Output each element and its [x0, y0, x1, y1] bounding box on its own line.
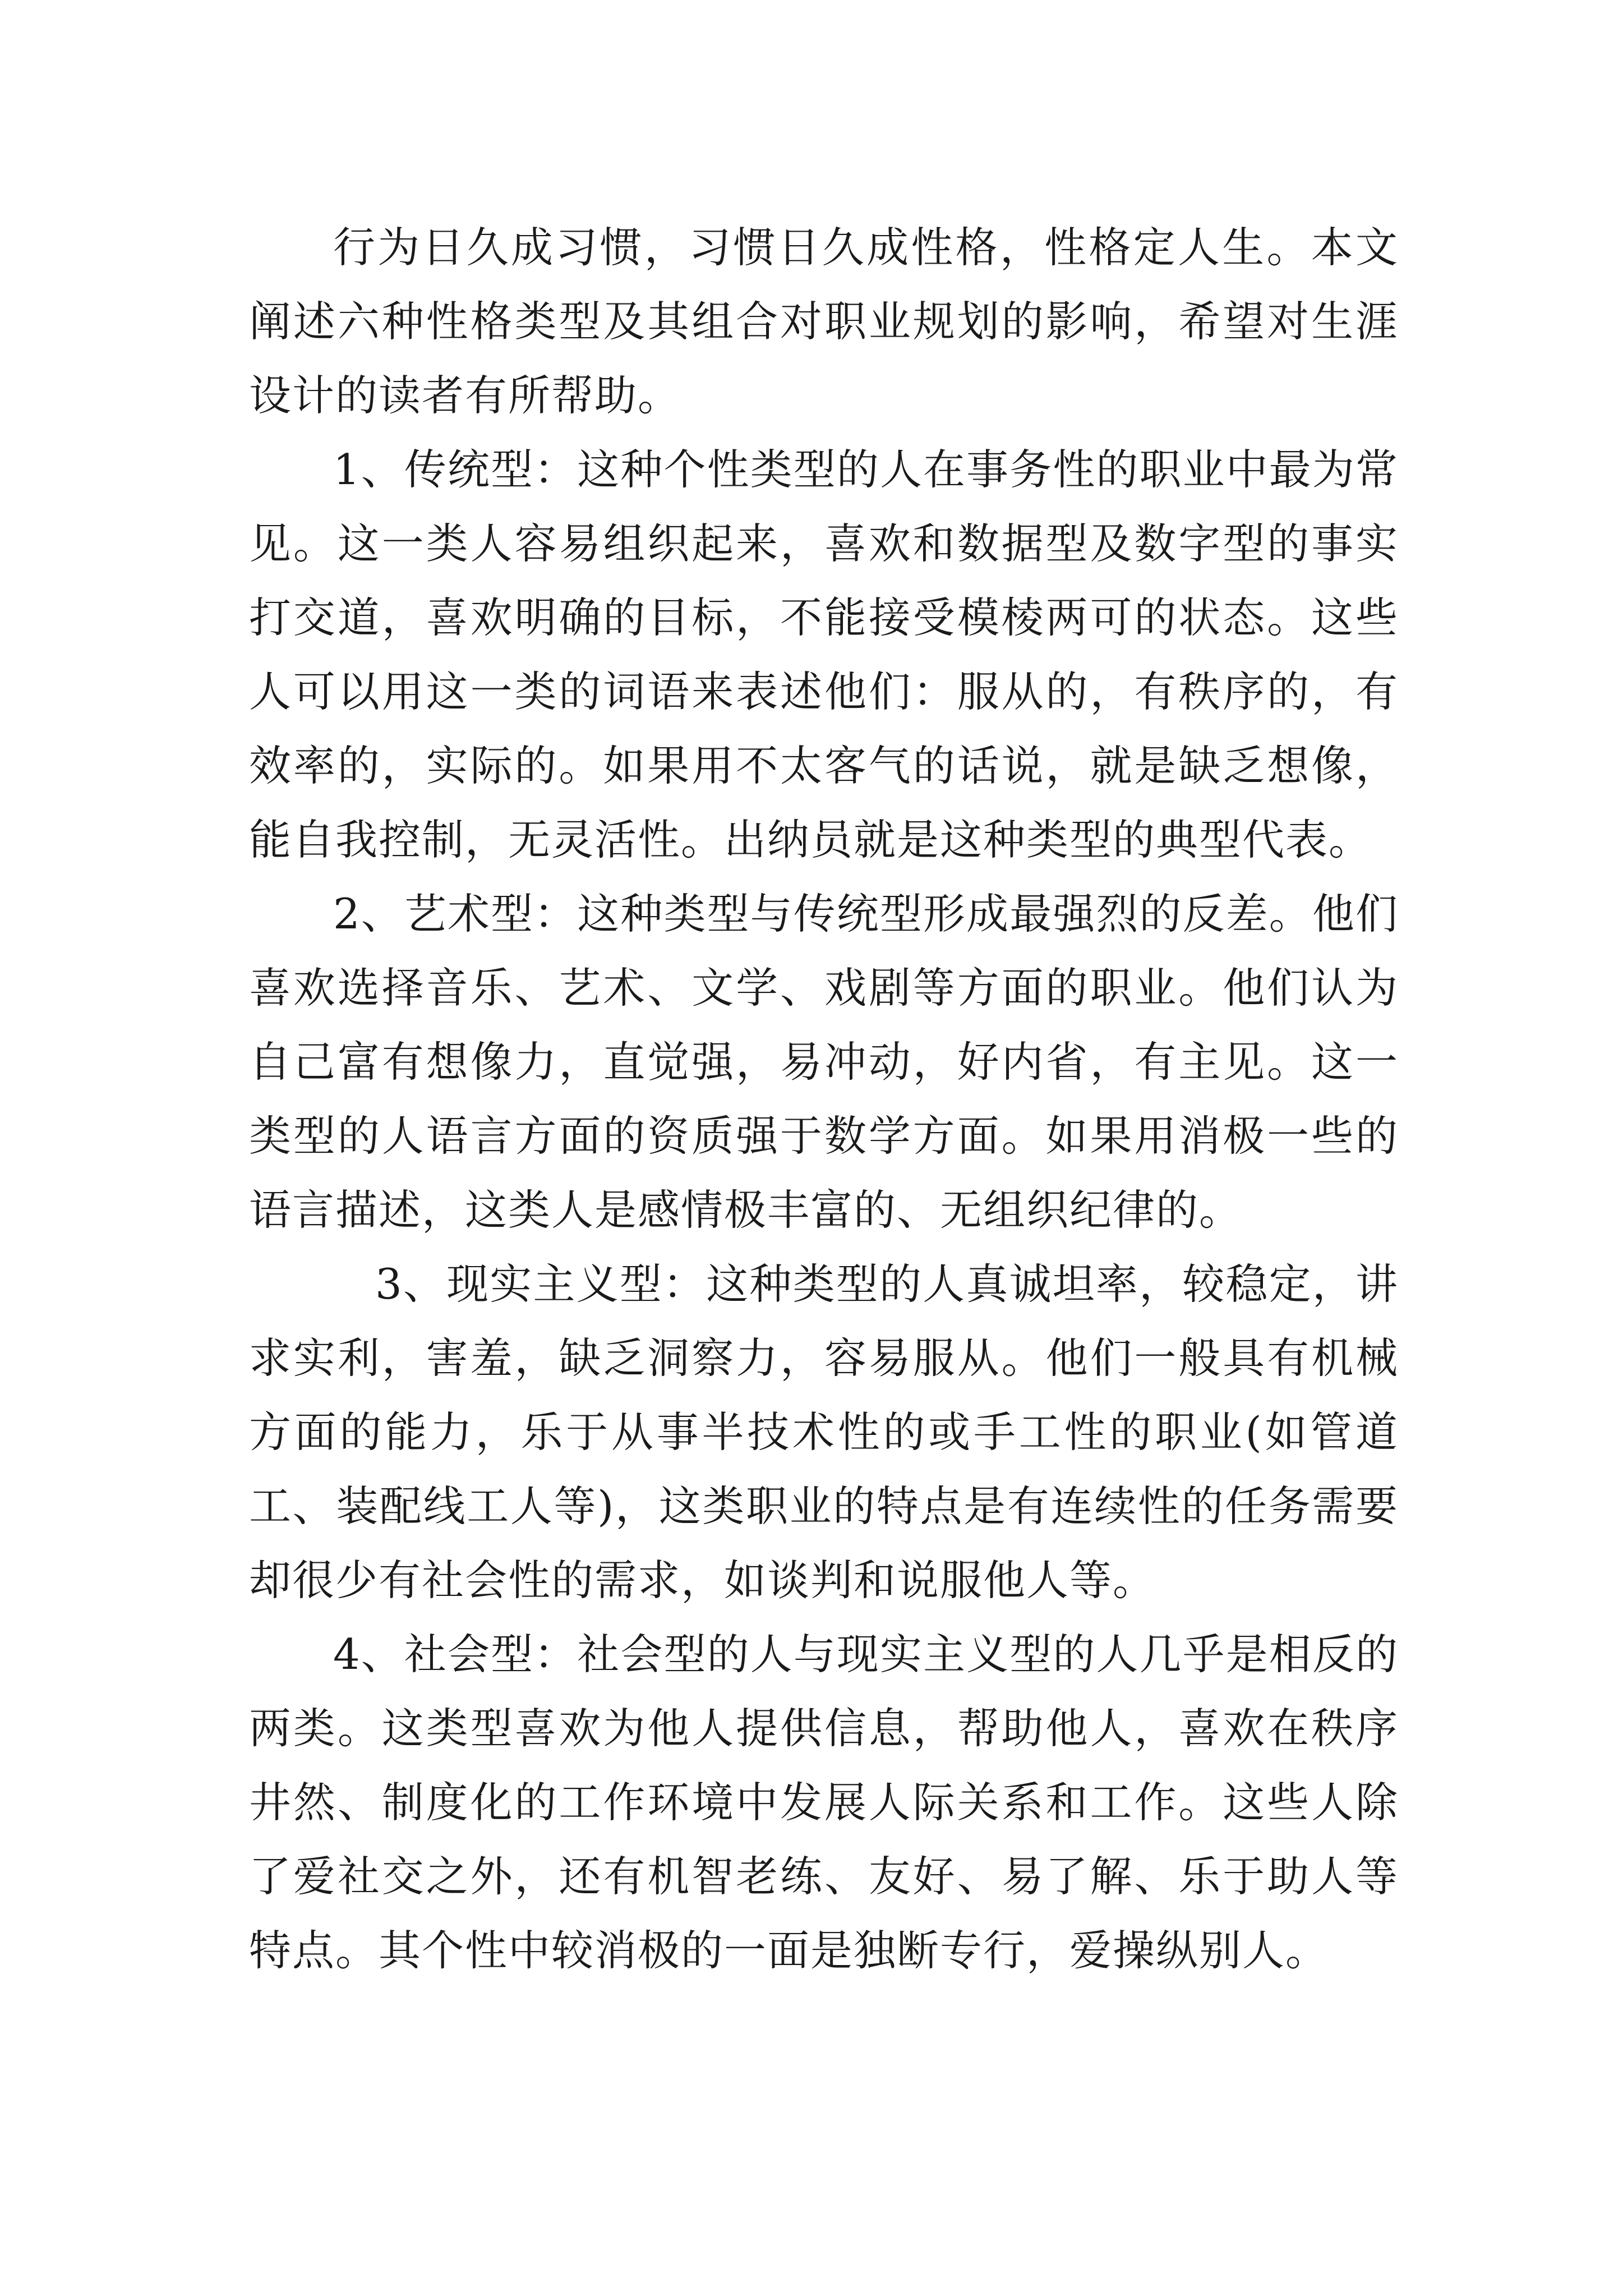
paragraph-artistic-type: 2、艺术型：这种类型与传统型形成最强烈的反差。他们喜欢选择音乐、艺术、文学、戏剧等方面的职业。他们认为自己富有想像力，直觉强，易冲动，好内省，有主见。这一类型的人语言方面的资质强于数学方面。如果用消极一些的语言描述，这类人是感情极丰富的、无组织纪律的。: [249, 889, 1399, 1235]
paragraph-social-type: 4、社会型：社会型的人与现实主义型的人几乎是相反的两类。这类型喜欢为他人提供信息，帮助他人，喜欢在秩序井然、制度化的工作环境中发展人际关系和工作。这些人除了爱社交之外，还有机智老练、友好、易了解、乐于助人等特点。其个性中较消极的一面是独断专行，爱操纵别人。: [249, 1630, 1399, 1975]
document-body: [249, 210, 1399, 1987]
paragraph-traditional-type: 1、传统型：这种个性类型的人在事务性的职业中最为常见。这一类人容易组织起来，喜欢和数据型及数字型的事实打交道，喜欢明确的目标，不能接受模棱两可的状态。这些人可以用这一类的词语来表述他们：服从的，有秩序的，有效率的，实际的。如果用不太客气的话说，就是缺乏想像，能自我控制，无灵活性。出纳员就是这种类型的典型代表。: [249, 445, 1399, 864]
paragraph-realistic-type: 3、现实主义型：这种类型的人真诚坦率，较稳定，讲求实利，害羞，缺乏洞察力，容易服从。他们一般具有机械方面的能力，乐于从事半技术性的或手工性的职业(如管道工、装配线工人等)，这类职业的特点是有连续性的任务需要却很少有社会性的需求，如谈判和说服他人等。: [249, 1259, 1399, 1605]
paragraph-intro: 行为日久成习惯，习惯日久成性格，性格定人生。本文阐述六种性格类型及其组合对职业规划的影响，希望对生涯设计的读者有所帮助。: [249, 223, 1399, 420]
